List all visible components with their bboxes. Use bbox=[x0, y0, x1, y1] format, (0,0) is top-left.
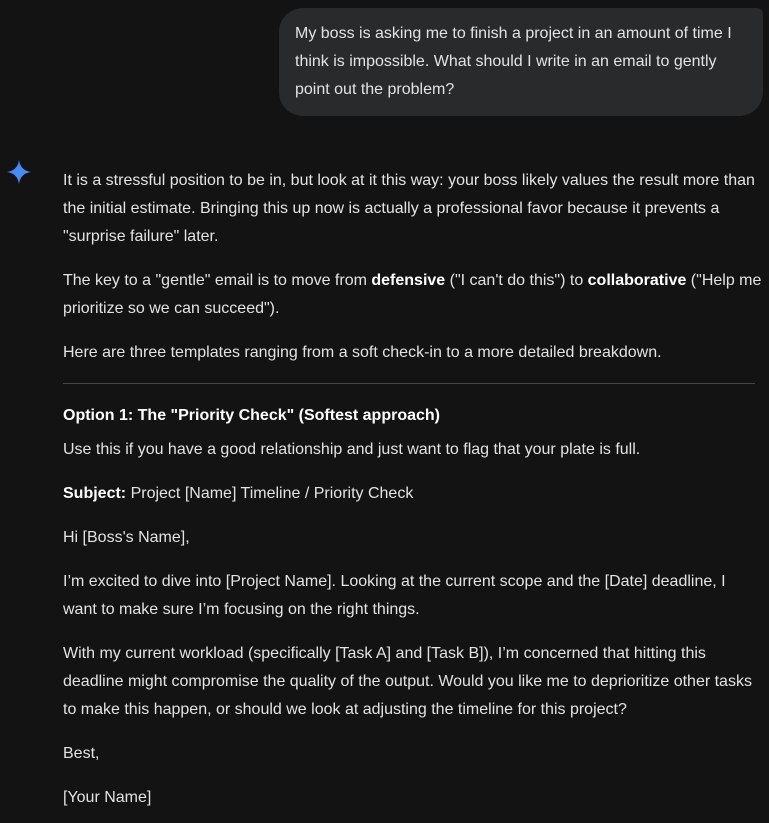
key-paragraph bbox=[63, 267, 763, 323]
email-signoff: Best, bbox=[63, 745, 100, 762]
email-body-1: I’m excited to dive into [Project Name]. Looking at the current scope and the [Date] deadline, I want to make sure I’m focusing on the right things. bbox=[63, 573, 726, 618]
email-body-2: With my current workload (specifically [Task A] and [Task B]), I’m concerned that hitting this deadline might compromise the quality of the output. Would you like me to deprioritize other tasks to make this happen, or should we look at adjusting the timeline for this project? bbox=[63, 645, 752, 718]
email-signature: [Your Name] bbox=[63, 789, 152, 806]
collaborative-bold: collaborative bbox=[587, 272, 687, 289]
email-greeting: Hi [Boss's Name], bbox=[63, 529, 190, 546]
templates-intro: Here are three templates ranging from a soft check-in to a more detailed breakdown. bbox=[63, 344, 662, 361]
subject-value: Project [Name] Timeline / Priority Check bbox=[126, 485, 414, 502]
key-text-2: ("I can't do this") to bbox=[445, 272, 588, 289]
option-1-description: Use this if you have a good relationship and just want to flag that your plate is full. bbox=[63, 441, 641, 458]
subject-label: Subject: bbox=[63, 485, 127, 502]
key-text-1: The key to a "gentle" email is to move from bbox=[63, 272, 372, 289]
intro-paragraph: It is a stressful position to be in, but look at it this way: your boss likely values the result more than the initial estimate. Bringing this up now is actually a professional favor because it prevents a "surprise failure" later. bbox=[63, 172, 755, 245]
user-message-text: My boss is asking me to finish a project in an amount of time I think is impossible. What should I write in an email to gently point out the problem? bbox=[295, 25, 732, 98]
sparkle-icon bbox=[6, 159, 32, 185]
option-1-heading: Option 1: The "Priority Check" (Softest approach) bbox=[63, 407, 440, 424]
assistant-response bbox=[63, 167, 763, 823]
user-message-bubble bbox=[279, 8, 763, 116]
email-subject-line bbox=[63, 480, 763, 508]
divider bbox=[63, 383, 755, 384]
defensive-bold: defensive bbox=[371, 272, 446, 289]
key-text-3: ("Help me prioritize so we can succeed"). bbox=[63, 272, 762, 317]
